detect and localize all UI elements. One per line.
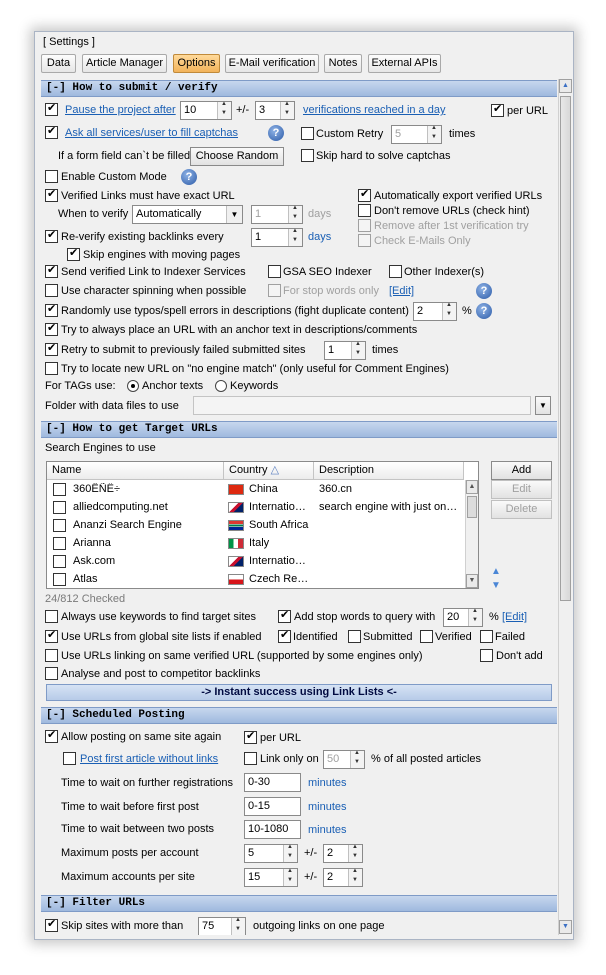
section-header-target[interactable]: [-] How to get Target URLs xyxy=(41,421,557,438)
retry-times-label: times xyxy=(372,344,399,356)
flag-icon xyxy=(228,538,244,549)
reverify-days-value: 1 xyxy=(255,231,262,243)
allow-same-site-label: Allow posting on same site again xyxy=(61,731,222,743)
max-accounts-var-spinner[interactable] xyxy=(323,868,363,887)
column-header-name[interactable]: Name xyxy=(47,462,224,480)
row-name: alliedcomputing.net xyxy=(73,501,168,513)
dont-remove-checkbox[interactable] xyxy=(358,204,371,217)
spin-buttons[interactable] xyxy=(280,102,294,119)
add-stop-spinner[interactable] xyxy=(443,608,483,627)
per-url-label: per URL xyxy=(507,105,548,117)
spin-buttons[interactable] xyxy=(442,303,456,320)
wait-first-post-input[interactable]: 0-15 xyxy=(244,797,301,816)
tab-data[interactable]: Data xyxy=(41,54,76,73)
row-description: 360.cn xyxy=(319,483,353,495)
edit-stop-words-link[interactable]: [Edit] xyxy=(502,611,528,623)
wait-between-input[interactable]: 10-1080 xyxy=(244,820,301,839)
edit-engine-button[interactable]: Edit xyxy=(491,480,552,499)
link-only-value: 50 xyxy=(327,753,340,765)
scroll-up-icon[interactable]: ▲ xyxy=(466,480,478,494)
skip-moving-checkbox[interactable] xyxy=(67,248,80,261)
table-row[interactable] xyxy=(47,517,465,535)
spin-buttons[interactable] xyxy=(288,229,302,246)
spin-buttons[interactable] xyxy=(468,609,482,626)
gsa-indexer-label: GSA SEO Indexer xyxy=(283,266,372,278)
spin-buttons[interactable] xyxy=(351,342,365,359)
send-indexer-label: Send verified Link to Indexer Services xyxy=(61,266,246,278)
settings-group-title: [ Settings ] xyxy=(43,36,95,48)
pause-project-link[interactable]: Pause the project after xyxy=(65,104,176,116)
row-description: search engine with just on… xyxy=(319,501,458,513)
flag-icon xyxy=(228,520,244,531)
scheduled-per-url-label: per URL xyxy=(260,732,301,744)
retry-failed-value: 1 xyxy=(328,344,335,356)
outgoing-links-label: outgoing links on one page xyxy=(253,920,385,932)
wait-registrations-label: Time to wait on further registrations xyxy=(61,777,233,789)
reverify-label: Re-verify existing backlinks every xyxy=(61,231,224,243)
max-accounts-value: 15 xyxy=(248,871,261,883)
dont-add-label: Don't add xyxy=(496,650,543,662)
typos-checkbox[interactable] xyxy=(45,304,58,317)
delete-engine-button[interactable]: Delete xyxy=(491,500,552,519)
wait-registrations-input[interactable]: 0-30 xyxy=(244,773,301,792)
add-stop-words-checkbox[interactable] xyxy=(278,610,291,623)
analyse-competitor-label: Analyse and post to competitor backlinks xyxy=(61,668,261,680)
skip-sites-checkbox[interactable] xyxy=(45,919,58,932)
row-country: Internatio… xyxy=(249,501,306,513)
verified-exact-label: Verified Links must have exact URL xyxy=(61,190,235,202)
row-country: Czech Re… xyxy=(249,573,309,585)
row-checkbox[interactable] xyxy=(53,555,66,568)
retry-failed-label: Retry to submit to previously failed submitted sites xyxy=(61,344,306,356)
stop-words-only-label: For stop words only xyxy=(283,285,379,297)
remove-after-label: Remove after 1st verification try xyxy=(374,220,529,232)
custom-mode-checkbox[interactable] xyxy=(45,170,58,183)
move-up-icon[interactable]: ▲ xyxy=(491,566,501,577)
plusminus-label: +/- xyxy=(236,104,250,116)
gsa-indexer-checkbox[interactable] xyxy=(268,265,281,278)
add-engine-button[interactable]: Add xyxy=(491,461,552,480)
always-keywords-checkbox[interactable] xyxy=(45,610,58,623)
row-name: Arianna xyxy=(73,537,111,549)
identified-label: Identified xyxy=(293,631,338,643)
link-only-label: Link only on xyxy=(260,753,319,765)
verify-days-label: days xyxy=(308,208,332,220)
max-posts-label: Maximum posts per account xyxy=(61,847,199,859)
country-header-label: Country xyxy=(229,464,268,476)
remove-after-checkbox[interactable] xyxy=(358,219,371,232)
add-stop-value: 20 xyxy=(447,611,460,623)
table-row[interactable] xyxy=(47,571,465,589)
flag-icon xyxy=(228,484,244,495)
custom-retry-spinner[interactable] xyxy=(391,125,442,144)
plusminus-label: +/- xyxy=(304,871,318,883)
typos-spinner[interactable] xyxy=(413,302,457,321)
search-engines-label: Search Engines to use xyxy=(45,442,156,454)
identified-checkbox[interactable] xyxy=(278,630,291,643)
options-panel xyxy=(41,79,557,935)
tags-label: For TAGs use: xyxy=(45,380,116,392)
tab-email-verification[interactable]: E-Mail verification xyxy=(225,54,319,73)
help-icon[interactable]: ? xyxy=(476,303,492,319)
dont-remove-label: Don't remove URLs (check hint) xyxy=(374,205,530,217)
chevron-down-icon: ▼ xyxy=(539,401,547,410)
reverify-days-spinner[interactable] xyxy=(251,228,303,247)
flag-icon xyxy=(228,502,244,513)
skip-hard-captcha-label: Skip hard to solve captchas xyxy=(316,150,451,162)
retry-failed-checkbox[interactable] xyxy=(45,343,58,356)
other-indexer-checkbox[interactable] xyxy=(389,265,402,278)
row-name: Atlas xyxy=(73,573,98,585)
verify-days-spinner[interactable] xyxy=(251,205,303,224)
main-scrollbar[interactable] xyxy=(558,79,572,935)
custom-retry-checkbox[interactable] xyxy=(301,127,314,140)
add-stop-words-label: Add stop words to query with xyxy=(294,611,436,623)
when-verify-select[interactable] xyxy=(132,205,243,224)
row-country: China xyxy=(249,483,278,495)
row-checkbox[interactable] xyxy=(53,573,66,586)
scroll-thumb[interactable] xyxy=(467,496,477,518)
pause-variation-spinner[interactable] xyxy=(255,101,295,120)
skip-hard-captcha-checkbox[interactable] xyxy=(301,149,314,162)
section-header-filter[interactable]: [-] Filter URLs xyxy=(41,895,557,912)
table-scrollbar[interactable] xyxy=(465,480,478,588)
spin-buttons[interactable] xyxy=(283,845,297,862)
wait-registrations-unit: minutes xyxy=(308,777,347,789)
per-url-checkbox[interactable] xyxy=(491,104,504,117)
checked-count: 24/812 Checked xyxy=(45,593,126,605)
allow-same-site-checkbox[interactable] xyxy=(45,730,58,743)
instant-success-button[interactable]: -> Instant success using Link Lists <- xyxy=(46,684,552,701)
reverify-days-label: days xyxy=(308,231,332,243)
ask-captcha-checkbox[interactable] xyxy=(45,126,58,139)
row-checkbox[interactable] xyxy=(53,537,66,550)
pause-project-checkbox[interactable] xyxy=(45,103,58,116)
post-first-checkbox[interactable] xyxy=(63,752,76,765)
row-checkbox[interactable] xyxy=(53,519,66,532)
max-accounts-spinner[interactable] xyxy=(244,868,298,887)
locate-new-checkbox[interactable] xyxy=(45,362,58,375)
keywords-radio[interactable] xyxy=(215,380,227,392)
folder-input[interactable] xyxy=(193,396,531,415)
settings-window xyxy=(34,31,574,940)
row-name: 360ÊÑË÷ xyxy=(73,483,121,495)
max-posts-var-spinner[interactable] xyxy=(323,844,363,863)
row-name: Ask.com xyxy=(73,555,116,567)
anchor-texts-label: Anchor texts xyxy=(142,380,204,392)
check-emails-label: Check E-Mails Only xyxy=(374,235,471,247)
when-verify-label: When to verify xyxy=(58,208,129,220)
spin-buttons[interactable] xyxy=(288,206,302,223)
retry-failed-spinner[interactable] xyxy=(324,341,366,360)
folder-dropdown-button[interactable] xyxy=(535,396,551,415)
failed-checkbox[interactable] xyxy=(480,630,493,643)
scroll-thumb[interactable] xyxy=(560,96,571,601)
typos-value: 2 xyxy=(417,305,424,317)
tab-external-apis[interactable]: External APIs xyxy=(368,54,441,73)
flag-icon xyxy=(228,556,244,567)
custom-retry-label: Custom Retry xyxy=(316,128,384,140)
scheduled-per-url-checkbox[interactable] xyxy=(244,731,257,744)
spin-buttons[interactable] xyxy=(350,751,364,768)
row-checkbox[interactable] xyxy=(53,501,66,514)
choose-random-button[interactable]: Choose Random xyxy=(190,147,284,166)
chevron-down-icon[interactable]: ▼ xyxy=(226,206,242,223)
times-label: times xyxy=(449,128,476,140)
verify-days-value: 1 xyxy=(255,208,262,220)
char-spin-checkbox[interactable] xyxy=(45,284,58,297)
column-header-description[interactable]: Description xyxy=(314,462,464,480)
global-lists-label: Use URLs from global site lists if enabled xyxy=(61,631,262,643)
anchor-texts-radio[interactable] xyxy=(127,380,139,392)
skip-moving-label: Skip engines with moving pages xyxy=(83,249,241,261)
post-first-link[interactable]: Post first article without links xyxy=(80,753,219,765)
char-spin-label: Use character spinning when possible xyxy=(61,285,247,297)
other-indexer-label: Other Indexer(s) xyxy=(404,266,485,278)
global-lists-checkbox[interactable] xyxy=(45,630,58,643)
row-country: Italy xyxy=(249,537,270,549)
pause-count-value: 10 xyxy=(184,104,197,116)
link-only-spinner[interactable] xyxy=(323,750,365,769)
auto-export-label: Automatically export verified URLs xyxy=(374,190,543,202)
percent-label: % xyxy=(489,611,499,623)
scroll-down-icon[interactable]: ▼ xyxy=(466,574,478,588)
analyse-competitor-checkbox[interactable] xyxy=(45,667,58,680)
row-country: South Africa xyxy=(249,519,309,531)
spin-buttons[interactable] xyxy=(231,918,245,935)
column-header-country[interactable] xyxy=(224,462,314,480)
ask-captcha-link[interactable]: Ask all services/user to fill captchas xyxy=(65,127,239,139)
when-verify-value: Automatically xyxy=(136,208,202,220)
percent-label: % xyxy=(462,305,472,317)
reverify-checkbox[interactable] xyxy=(45,230,58,243)
tab-options[interactable]: Options xyxy=(173,54,220,73)
verifications-reached-link[interactable]: verifications reached in a day xyxy=(303,104,446,116)
auto-export-checkbox[interactable] xyxy=(358,189,371,202)
custom-retry-value: 5 xyxy=(395,128,402,140)
always-keywords-label: Always use keywords to find target sites xyxy=(61,611,257,623)
form-field-label: If a form field can`t be filled xyxy=(58,150,191,162)
pause-count-spinner[interactable] xyxy=(180,101,232,120)
folder-label: Folder with data files to use xyxy=(45,400,179,412)
wait-first-post-label: Time to wait before first post xyxy=(61,801,199,813)
spin-buttons[interactable] xyxy=(348,845,362,862)
max-posts-spinner[interactable] xyxy=(244,844,298,863)
failed-label: Failed xyxy=(495,631,525,643)
linking-same-checkbox[interactable] xyxy=(45,649,58,662)
move-down-icon[interactable]: ▼ xyxy=(491,580,501,591)
scroll-down-icon[interactable]: ▼ xyxy=(559,920,572,934)
row-checkbox[interactable] xyxy=(53,483,66,496)
spin-buttons[interactable] xyxy=(348,869,362,886)
spin-buttons[interactable] xyxy=(283,869,297,886)
flag-icon xyxy=(228,574,244,585)
table-row[interactable] xyxy=(47,553,465,571)
sort-ascending-icon: △ xyxy=(270,464,280,476)
pause-variation-value: 3 xyxy=(259,104,266,116)
spin-buttons[interactable] xyxy=(217,102,231,119)
check-emails-checkbox[interactable] xyxy=(358,234,371,247)
edit-spin-link[interactable]: [Edit] xyxy=(389,285,415,297)
section-header-scheduled[interactable]: [-] Scheduled Posting xyxy=(41,707,557,724)
spin-buttons[interactable] xyxy=(427,126,441,143)
skip-sites-label: Skip sites with more than xyxy=(61,920,184,932)
row-country: Internatio… xyxy=(249,555,306,567)
max-posts-value: 5 xyxy=(248,847,255,859)
wait-between-label: Time to wait between two posts xyxy=(61,823,215,835)
plusminus-label: +/- xyxy=(304,847,318,859)
skip-sites-spinner[interactable] xyxy=(198,917,246,935)
search-engine-table[interactable] xyxy=(46,461,479,589)
max-accounts-label: Maximum accounts per site xyxy=(61,871,195,883)
typos-label: Randomly use typos/spell errors in descriptions (fight duplicate content) xyxy=(61,305,409,317)
help-icon[interactable]: ? xyxy=(268,125,284,141)
tab-article-manager[interactable]: Article Manager xyxy=(82,54,167,73)
stop-words-only-checkbox[interactable] xyxy=(268,284,281,297)
linking-same-label: Use URLs linking on same verified URL (supported by some engines only) xyxy=(61,650,423,662)
wait-between-unit: minutes xyxy=(308,824,347,836)
locate-new-label: Try to locate new URL on "no engine match" (only useful for Comment Engines) xyxy=(61,363,449,375)
keywords-label: Keywords xyxy=(230,380,279,392)
submitted-label: Submitted xyxy=(363,631,413,643)
anchor-place-checkbox[interactable] xyxy=(45,323,58,336)
table-row[interactable] xyxy=(47,481,465,499)
link-only-checkbox[interactable] xyxy=(244,752,257,765)
send-indexer-checkbox[interactable] xyxy=(45,265,58,278)
table-row[interactable] xyxy=(47,535,465,553)
help-icon[interactable]: ? xyxy=(476,283,492,299)
custom-mode-label: Enable Custom Mode xyxy=(61,171,167,183)
max-posts-var-value: 2 xyxy=(327,847,334,859)
row-name: Ananzi Search Engine xyxy=(73,519,182,531)
of-all-posted-label: % of all posted articles xyxy=(371,753,482,765)
tab-notes[interactable]: Notes xyxy=(324,54,362,73)
verified-label: Verified xyxy=(435,631,472,643)
section-header-submit[interactable]: [-] How to submit / verify xyxy=(41,80,557,97)
scroll-up-icon[interactable]: ▲ xyxy=(559,79,572,93)
verified-checkbox[interactable] xyxy=(420,630,433,643)
wait-first-post-unit: minutes xyxy=(308,801,347,813)
submitted-checkbox[interactable] xyxy=(348,630,361,643)
table-row[interactable] xyxy=(47,499,465,517)
help-icon[interactable]: ? xyxy=(181,169,197,185)
skip-sites-value: 75 xyxy=(202,920,215,932)
anchor-place-label: Try to always place an URL with an anchor text in descriptions/comments xyxy=(61,324,418,336)
verified-exact-checkbox[interactable] xyxy=(45,189,58,202)
max-accounts-var-value: 2 xyxy=(327,871,334,883)
dont-add-checkbox[interactable] xyxy=(480,649,493,662)
